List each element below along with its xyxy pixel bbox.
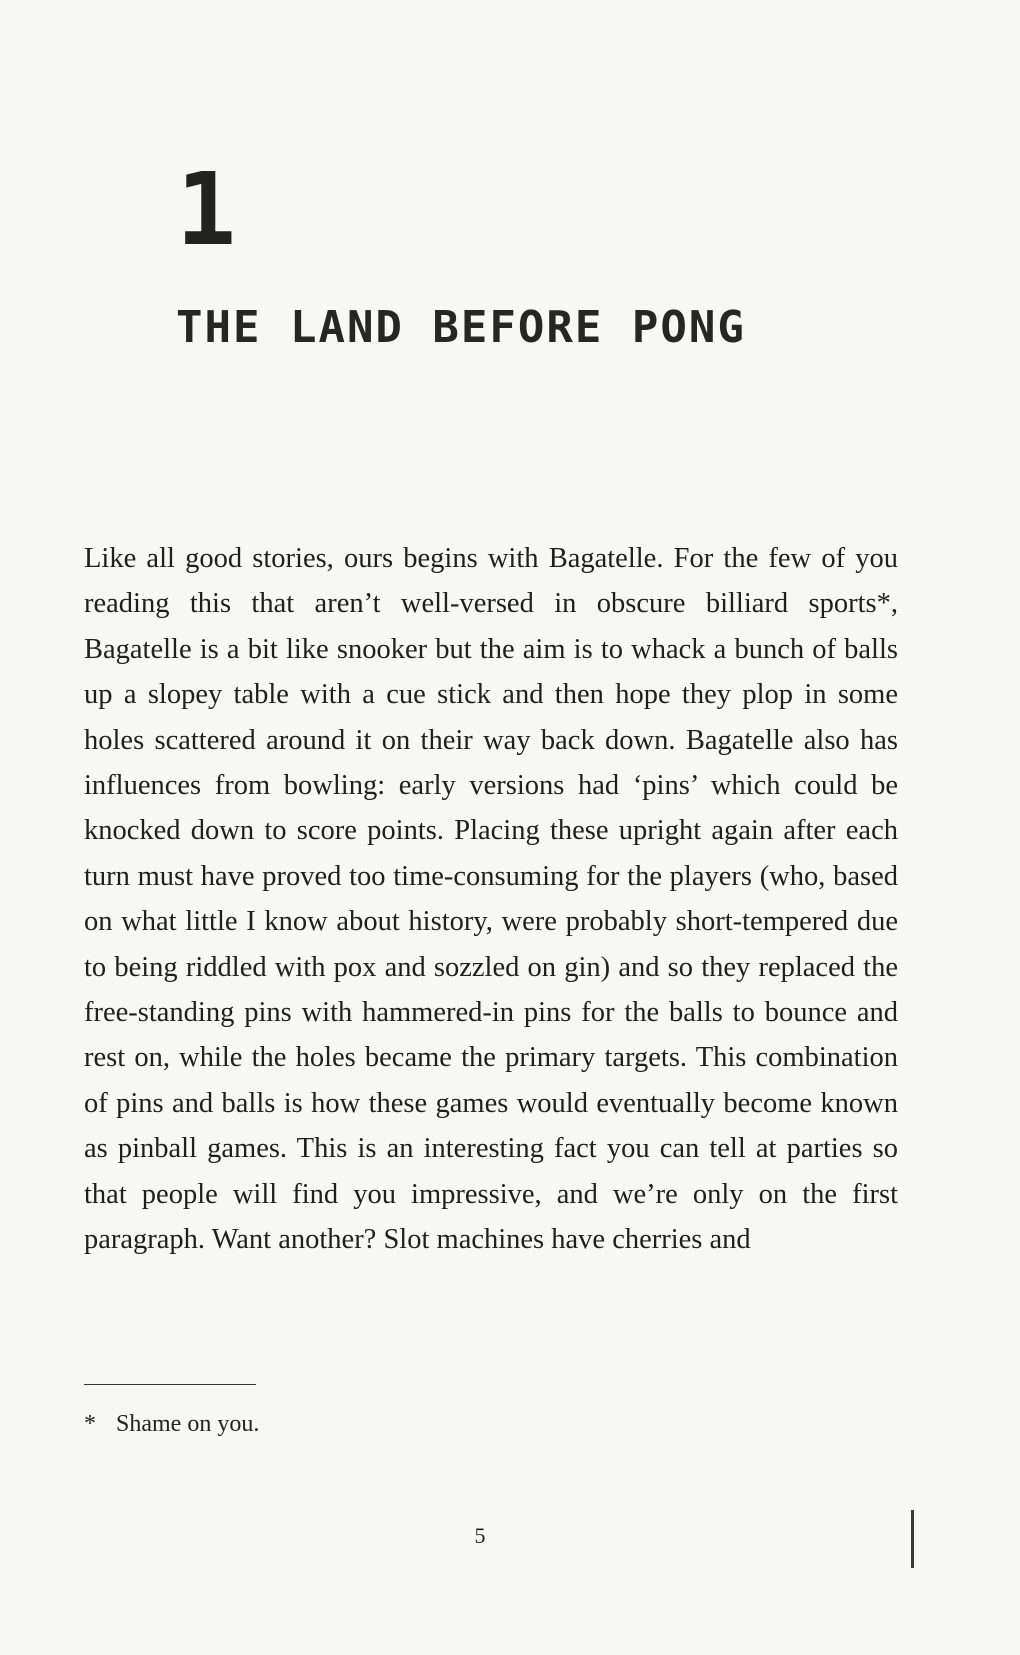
page-number: 5 [474, 1523, 486, 1548]
chapter-title: THE LAND BEFORE PONG [176, 302, 746, 353]
page-edge-mark [911, 1510, 914, 1568]
chapter-number: 1 [176, 151, 237, 268]
footnote-divider [84, 1384, 256, 1385]
footnote [84, 1408, 259, 1440]
footnote-marker: * [84, 1411, 96, 1437]
footnote-text: Shame on you. [116, 1411, 260, 1437]
body-paragraph: Like all good stories, ours begins with Bagatelle. For the few of you reading this that aren’t well-versed in obscure billiard sports*, Bagatelle is a bit like snooker but the aim is to whack a bunch of balls up a slopey table with a cue stick and then hope they plop in some holes scattered around it on their way back down. Bagatelle also has influences from bowling: early versions had ‘pins’ which could be knocked down to score points. Placing these upright again after each turn must have proved too time-consuming for the players (who, based on what little I know about history, were probably short-tempered due to being riddled with pox and sozzled on gin) and so they replaced the free-standing pins with hammered-in pins for the balls to bounce and rest on, while the holes became the primary targets. This combination of pins and balls is how these games would eventually become known as pinball games. This is an interesting fact you can tell at parties so that people will find you impressive, and we’re only on the first paragraph. Want another? Slot machines have cherries and [84, 543, 898, 1256]
